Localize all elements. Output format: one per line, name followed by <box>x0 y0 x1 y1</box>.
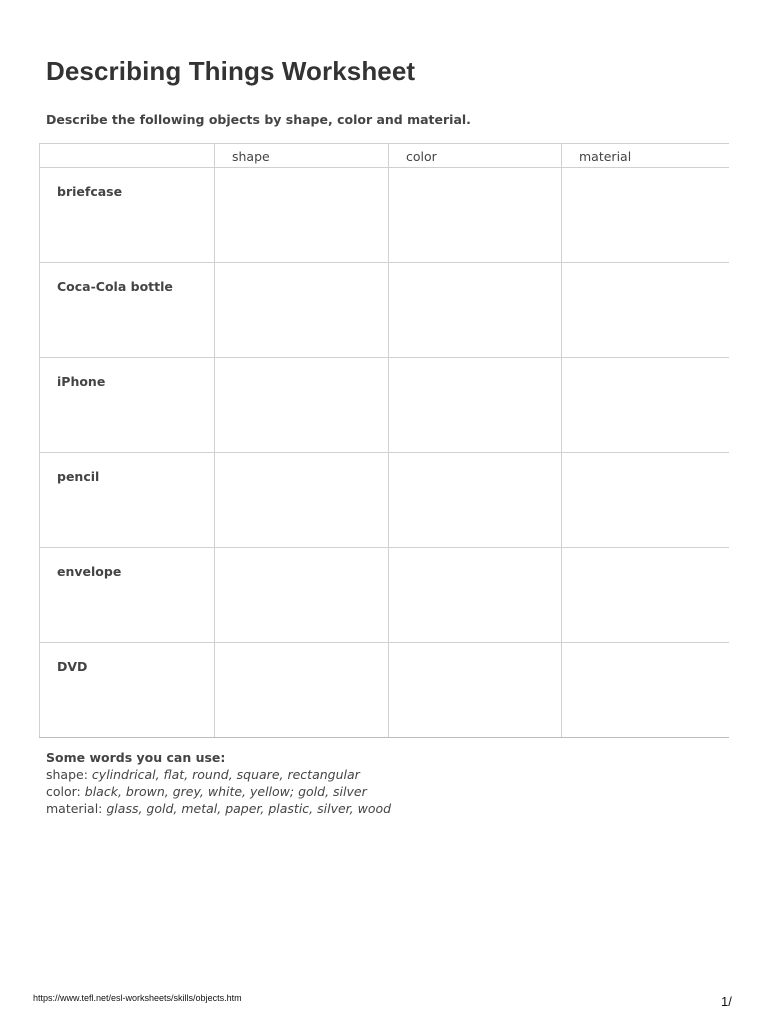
shape-label: shape: <box>46 767 88 782</box>
table-row <box>40 168 729 263</box>
table-row <box>40 453 729 548</box>
material-cell[interactable] <box>562 548 729 643</box>
header-shape: shape <box>215 144 389 168</box>
shape-cell[interactable] <box>215 168 389 263</box>
header-color: color <box>389 144 562 168</box>
color-label: color: <box>46 784 81 799</box>
material-cell[interactable] <box>562 358 729 453</box>
shape-cell[interactable] <box>215 453 389 548</box>
material-cell[interactable] <box>562 643 729 738</box>
page-title: Describing Things Worksheet <box>46 56 416 86</box>
shape-cell[interactable] <box>215 643 389 738</box>
color-words: black, brown, grey, white, yellow; gold, silver <box>84 784 367 799</box>
row-label: iPhone <box>40 358 215 453</box>
header-material: material <box>562 144 729 168</box>
word-bank-shape-line <box>46 766 391 783</box>
material-cell[interactable] <box>562 168 729 263</box>
color-cell[interactable] <box>389 263 562 358</box>
row-label: briefcase <box>40 168 215 263</box>
row-label: DVD <box>40 643 215 738</box>
color-cell[interactable] <box>389 643 562 738</box>
shape-cell[interactable] <box>215 548 389 643</box>
shape-cell[interactable] <box>215 263 389 358</box>
table-header-row <box>40 144 729 168</box>
table-row <box>40 548 729 643</box>
instruction-text: Describe the following objects by shape, color and material. <box>46 112 471 127</box>
row-label: envelope <box>40 548 215 643</box>
color-cell[interactable] <box>389 548 562 643</box>
header-object <box>40 144 215 168</box>
word-bank-heading: Some words you can use: <box>46 750 226 765</box>
material-cell[interactable] <box>562 263 729 358</box>
shape-words: cylindrical, flat, round, square, rectangular <box>91 767 360 782</box>
color-cell[interactable] <box>389 453 562 548</box>
footer-url: https://www.tefl.net/esl-worksheets/skills/objects.htm <box>33 993 242 1003</box>
word-bank-color-line <box>46 783 391 800</box>
shape-cell[interactable] <box>215 358 389 453</box>
material-label: material: <box>46 801 103 816</box>
worksheet-table <box>39 143 729 738</box>
material-cell[interactable] <box>562 453 729 548</box>
material-words: glass, gold, metal, paper, plastic, silver, wood <box>106 801 392 816</box>
color-cell[interactable] <box>389 168 562 263</box>
word-bank <box>46 749 391 817</box>
table-row <box>40 358 729 453</box>
color-cell[interactable] <box>389 358 562 453</box>
word-bank-material-line <box>46 800 391 817</box>
table-row <box>40 263 729 358</box>
table-row <box>40 643 729 738</box>
row-label: Coca-Cola bottle <box>40 263 215 358</box>
page-number: 1/ <box>721 994 732 1009</box>
row-label: pencil <box>40 453 215 548</box>
